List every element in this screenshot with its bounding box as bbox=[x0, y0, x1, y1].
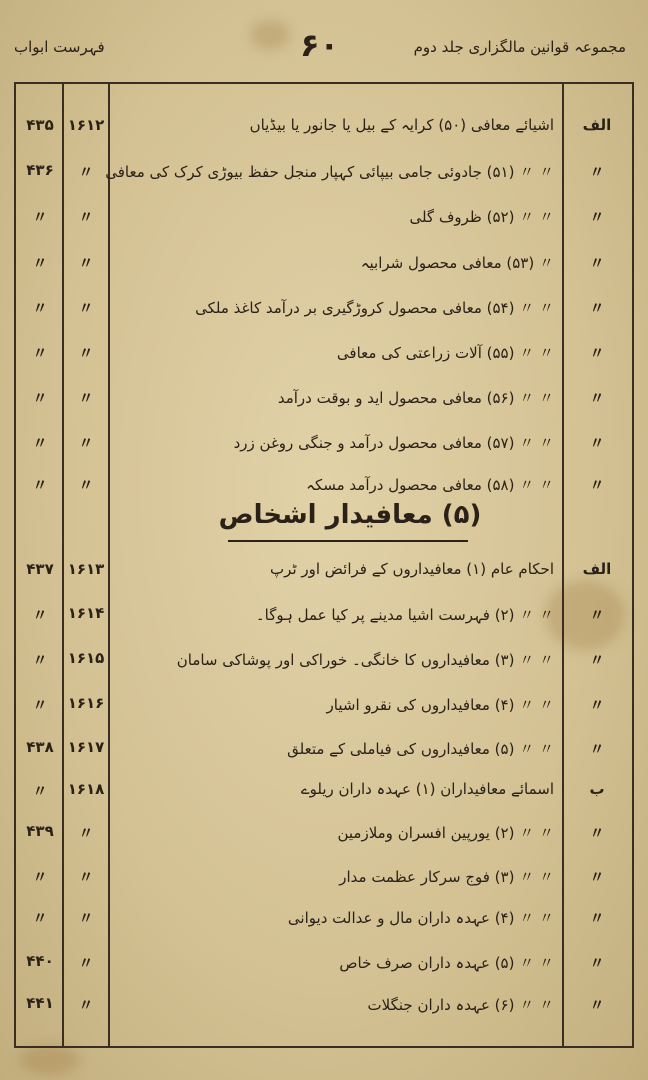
entry-text: 〃 〃 (۲) یورپین افسران وملازمین bbox=[337, 824, 554, 842]
entry-text: 〃 〃 (۵۶) معافی محصول اید و بوقت درآمد bbox=[277, 389, 554, 407]
rule-number: 〃 bbox=[78, 824, 94, 842]
page-ref: ۴۳۹ bbox=[26, 822, 54, 840]
table-row bbox=[0, 556, 648, 586]
entry-text: اشیائے معافی (۵۰) کرایہ کے بیل یا جانور یا بیڈیاں bbox=[249, 116, 554, 134]
heading-underline bbox=[228, 540, 468, 542]
rule-number: 〃 bbox=[78, 299, 94, 317]
entry-text: 〃 〃 (۳) فوج سرکار عظمت مدار bbox=[339, 868, 554, 886]
rule-number: 〃 bbox=[78, 163, 94, 181]
table-row bbox=[0, 202, 648, 232]
section-mark: 〃 bbox=[589, 476, 605, 494]
book-title: مجموعہ قوانین مالگزاری جلد دوم bbox=[413, 38, 626, 56]
section-mark: 〃 bbox=[589, 868, 605, 886]
rule-number: 〃 bbox=[78, 909, 94, 927]
section-mark: 〃 bbox=[589, 299, 605, 317]
table-row bbox=[0, 734, 648, 764]
section-mark: الف bbox=[582, 116, 612, 134]
rule-number: ۱۶۱۶ bbox=[67, 694, 105, 712]
table-row bbox=[0, 990, 648, 1020]
section-mark: 〃 bbox=[589, 606, 605, 624]
entry-text: 〃 〃 (۵۱) جادوئی جامی بیپائی کہپار منجل حفظ بیوڑی کرک کی معافی bbox=[105, 163, 554, 181]
page-ref: 〃 bbox=[32, 434, 48, 452]
rule-number: ۱۶۱۳ bbox=[67, 560, 105, 578]
section-mark: 〃 bbox=[589, 954, 605, 972]
table-row bbox=[0, 645, 648, 675]
section-mark: 〃 bbox=[589, 996, 605, 1014]
table-row bbox=[0, 818, 648, 848]
rule-number: ۱۶۱۷ bbox=[67, 738, 105, 756]
chapter-heading: (۵) معافیدار اشخاص bbox=[218, 500, 482, 530]
rule-number: ۱۶۱۲ bbox=[67, 116, 105, 134]
section-mark: 〃 bbox=[589, 909, 605, 927]
page-ref: ۴۳۶ bbox=[26, 161, 54, 179]
table-row bbox=[0, 776, 648, 806]
page-ref: ۴۳۵ bbox=[26, 116, 54, 134]
contents-title: فہرست ابواب bbox=[14, 38, 105, 56]
entry-text: 〃 〃 (۴) معافیداروں کی نقرو اشیار bbox=[326, 696, 554, 714]
section-mark: 〃 bbox=[589, 254, 605, 272]
page-ref: ۴۴۱ bbox=[26, 994, 54, 1012]
table-row bbox=[0, 600, 648, 630]
rule-number: 〃 bbox=[78, 476, 94, 494]
page-ref: 〃 bbox=[32, 476, 48, 494]
rule-number: 〃 bbox=[78, 996, 94, 1014]
rule-number: 〃 bbox=[78, 954, 94, 972]
section-mark: 〃 bbox=[589, 163, 605, 181]
entry-text: 〃 〃 (۴) عہدہ داران مال و عدالت دیوانی bbox=[287, 909, 554, 927]
entry-text: اسمائے معافیداران (۱) عہدہ داران ریلوے bbox=[300, 780, 554, 798]
section-mark: 〃 bbox=[589, 824, 605, 842]
section-mark: 〃 bbox=[589, 389, 605, 407]
entry-text: 〃 (۵۳) معافی محصول شرابیہ bbox=[360, 254, 554, 272]
rule-number: 〃 bbox=[78, 868, 94, 886]
rule-number: 〃 bbox=[78, 344, 94, 362]
section-mark: 〃 bbox=[589, 208, 605, 226]
table-row bbox=[0, 338, 648, 368]
entry-text: 〃 〃 (۳) معافیداروں کا خانگی۔ خوراکی اور پوشاکی سامان bbox=[176, 651, 554, 669]
page-ref: 〃 bbox=[32, 606, 48, 624]
entry-text: احکام عام (۱) معافیداروں کے فرائض اور ٹرپ bbox=[270, 560, 554, 578]
rule-number: ۱۶۱۵ bbox=[67, 649, 105, 667]
entry-text: 〃 〃 (۲) فہرست اشیا مدینے پر کیا عمل ہوگا۔ bbox=[255, 606, 554, 624]
page-ref: 〃 bbox=[32, 344, 48, 362]
table-row bbox=[0, 690, 648, 720]
page-number: ۶۰ bbox=[300, 26, 340, 64]
entry-text: 〃 〃 (۵) معافیداروں کی فیاملی کے متعلق bbox=[287, 740, 554, 758]
table-row bbox=[0, 248, 648, 278]
page-ref: 〃 bbox=[32, 868, 48, 886]
entry-text: 〃 〃 (۵) عہدہ داران صرف خاص bbox=[339, 954, 554, 972]
page-ref: 〃 bbox=[32, 696, 48, 714]
rule-number: ۱۶۱۸ bbox=[67, 780, 105, 798]
section-mark: 〃 bbox=[589, 434, 605, 452]
section-mark: الف bbox=[582, 560, 612, 578]
entry-text: 〃 〃 (۶) عہدہ داران جنگلات bbox=[367, 996, 554, 1014]
entry-text: 〃 〃 (۵۵) آلات زراعتی کی معافی bbox=[336, 344, 554, 362]
section-mark: 〃 bbox=[589, 344, 605, 362]
table-row bbox=[0, 862, 648, 892]
page-ref: ۴۴۰ bbox=[26, 952, 54, 970]
section-mark: 〃 bbox=[589, 651, 605, 669]
entry-text: 〃 〃 (۵۴) معافی محصول کروڑگیری بر درآمد کاغذ ملکی bbox=[195, 299, 554, 317]
stain bbox=[20, 1045, 80, 1075]
stain bbox=[250, 20, 290, 50]
table-row bbox=[0, 383, 648, 413]
rule-number: 〃 bbox=[78, 389, 94, 407]
rule-number: 〃 bbox=[78, 434, 94, 452]
page-ref: ۴۳۷ bbox=[26, 560, 54, 578]
table-row bbox=[0, 112, 648, 142]
page-ref: ۴۳۸ bbox=[26, 738, 54, 756]
section-mark: 〃 bbox=[589, 740, 605, 758]
page-ref: 〃 bbox=[32, 254, 48, 272]
entry-text: 〃 〃 (۵۷) معافی محصول درآمد و جنگی روغن زرد bbox=[233, 434, 554, 452]
table-row bbox=[0, 903, 648, 933]
page-ref: 〃 bbox=[32, 299, 48, 317]
rule-number: ۱۶۱۴ bbox=[67, 604, 105, 622]
section-mark: 〃 bbox=[589, 696, 605, 714]
entry-text: 〃 〃 (۵۲) ظروف گلی bbox=[409, 208, 554, 226]
page-ref: 〃 bbox=[32, 782, 48, 800]
rule-number: 〃 bbox=[78, 208, 94, 226]
page-ref: 〃 bbox=[32, 208, 48, 226]
table-row bbox=[0, 948, 648, 978]
table-row bbox=[0, 428, 648, 458]
page-ref: 〃 bbox=[32, 909, 48, 927]
table-row bbox=[0, 470, 648, 500]
section-mark: ب bbox=[589, 780, 605, 798]
page-ref: 〃 bbox=[32, 389, 48, 407]
page-ref: 〃 bbox=[32, 651, 48, 669]
table-row bbox=[0, 293, 648, 323]
table-row bbox=[0, 157, 648, 187]
entry-text: 〃 〃 (۵۸) معافی محصول درآمد مسکہ bbox=[306, 476, 554, 494]
rule-number: 〃 bbox=[78, 254, 94, 272]
